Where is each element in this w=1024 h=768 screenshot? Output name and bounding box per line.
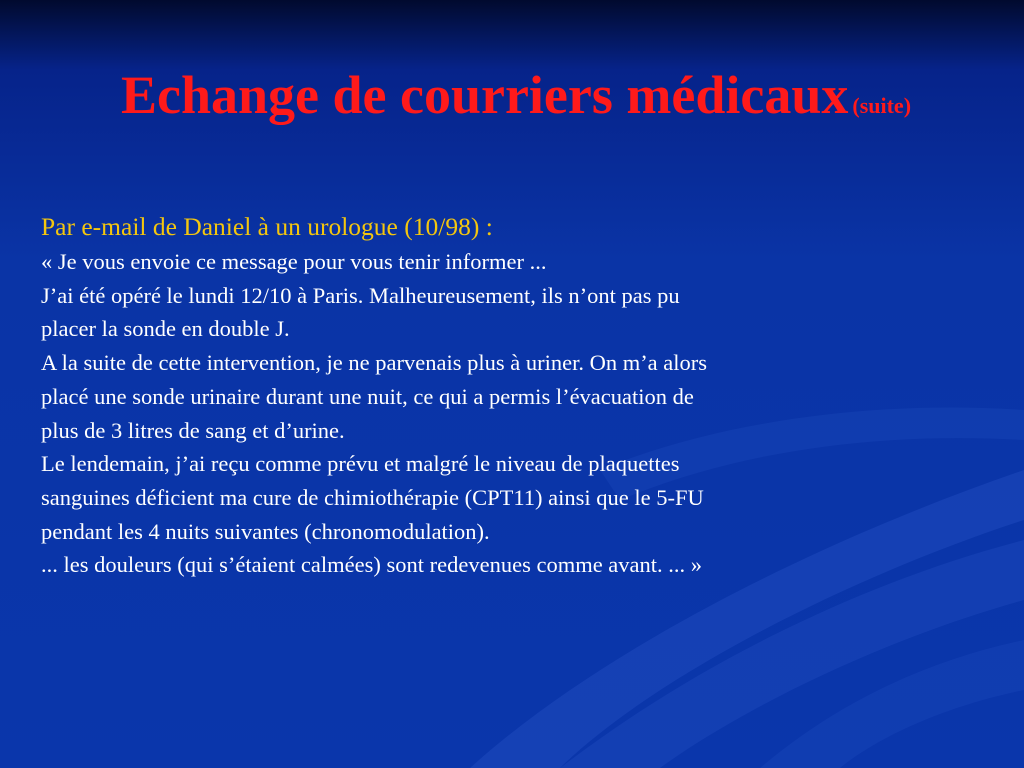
body-line: « Je vous envoie ce message pour vous tenir informer ... bbox=[41, 249, 547, 274]
body-line: pendant les 4 nuits suivantes (chronomodulation). bbox=[41, 518, 490, 544]
body-line: plus de 3 litres de sang et d’urine. bbox=[41, 417, 345, 443]
body-line: Le lendemain, j’ai reçu comme prévu et malgré le niveau de plaquettes bbox=[41, 451, 680, 477]
body-line: J’ai été opéré le lundi 12/10 à Paris. Malheureusement, ils n’ont pas pu bbox=[41, 282, 680, 308]
email-quote-block bbox=[41, 209, 1001, 582]
section-heading: Par e-mail de Daniel à un urologue (10/98) : bbox=[41, 212, 493, 241]
body-line: ... les douleurs (qui s’étaient calmées) sont redevenues comme avant. ... » bbox=[41, 552, 703, 578]
body-line: A la suite de cette intervention, je ne parvenais plus à uriner. On m’a alors bbox=[41, 350, 708, 376]
body-line: placé une sonde urinaire durant une nuit, ce qui a permis l’évacuation de bbox=[41, 383, 694, 409]
slide-title bbox=[0, 62, 1024, 139]
body-line: placer la sonde en double J. bbox=[41, 316, 290, 342]
title-text: Echange de courriers médicaux bbox=[120, 65, 849, 125]
body-line: sanguines déficient ma cure de chimiothérapie (CPT11) ainsi que le 5-FU bbox=[41, 484, 704, 510]
title-suffix: (suite) bbox=[852, 93, 912, 118]
